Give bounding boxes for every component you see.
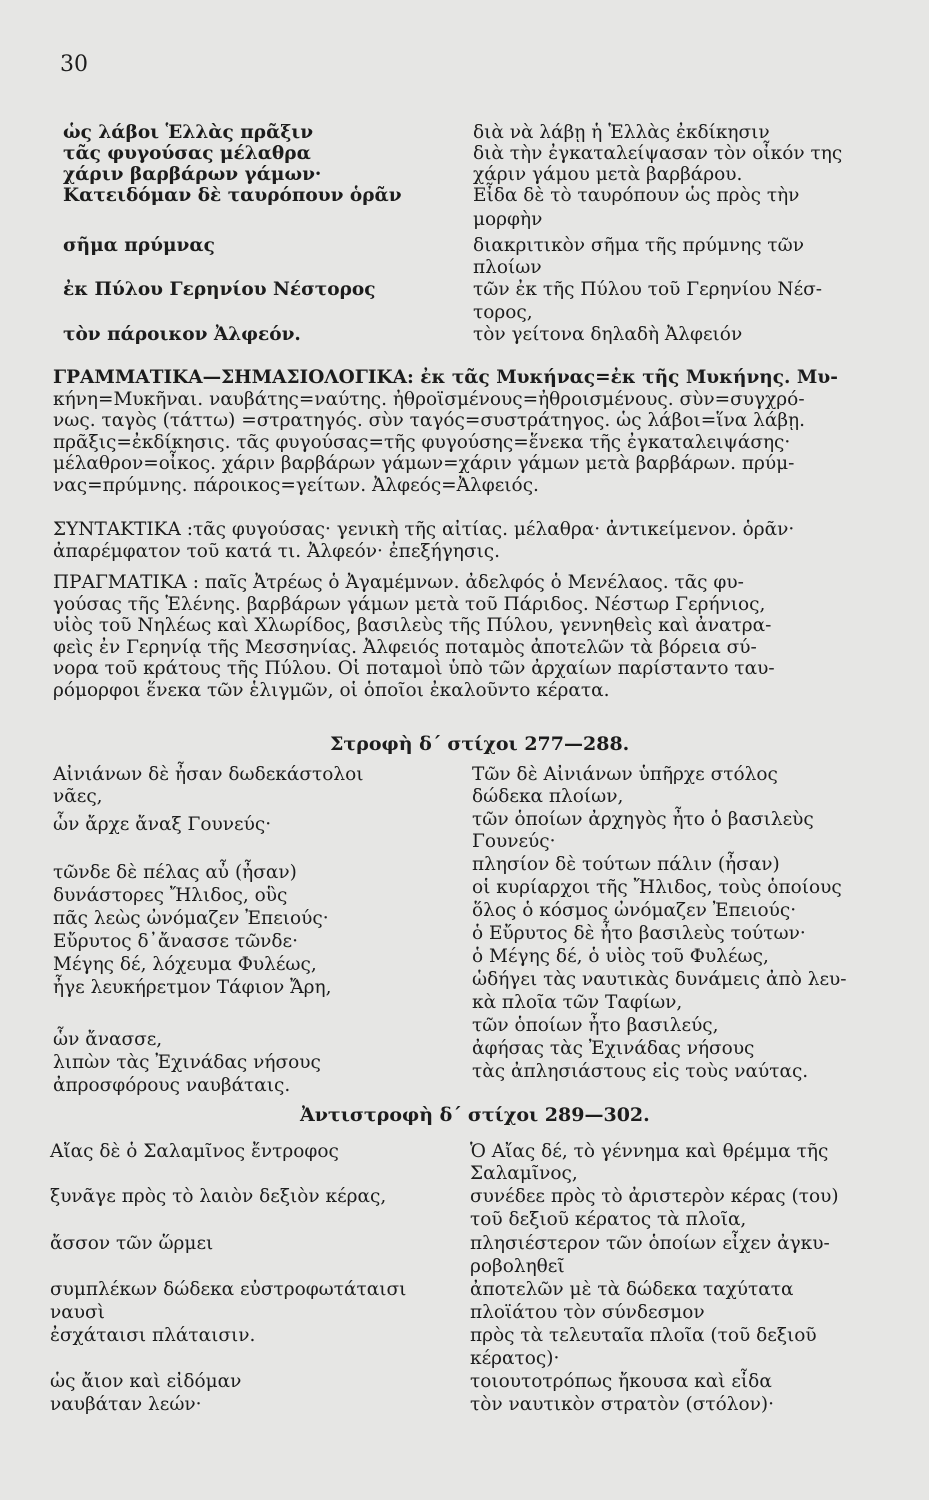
verse-line: διὰ τὴν ἐγκαταλείψασαν τὸν οἶκόν της bbox=[473, 143, 843, 164]
verse-line: χάριν γάμου μετὰ βαρβάρου. bbox=[473, 164, 743, 185]
verse-line: δυνάστορες Ἤλιδος, οὓς bbox=[53, 885, 288, 906]
verse-line: Τῶν δὲ Αἰνιάνων ὑπῆρχε στόλος bbox=[472, 764, 778, 785]
verse-line: Εἶδα δὲ τὸ ταυρόπουν ὡς πρὸς τὴν bbox=[473, 185, 800, 206]
verse-line: οἱ κυρίαρχοι τῆς Ἤλιδος, τοὺς ὁποίους bbox=[472, 877, 842, 898]
verse-line: ὁ Εὔρυτος δὲ ἦτο βασιλεὺς τούτων· bbox=[472, 923, 806, 944]
verse-line: Ὁ Αἴας δέ, τὸ γέννημα καὶ θρέμμα τῆς bbox=[470, 1141, 829, 1162]
verse-line: ξυνᾶγε πρὸς τὸ λαιὸν δεξιὸν κέρας, bbox=[50, 1186, 387, 1207]
verse-line: τορος, bbox=[473, 302, 533, 323]
verse-line: πᾶς λεὼς ὠνόμαζεν Ἐπειούς· bbox=[53, 908, 329, 929]
note-line: ρόμορφοι ἕνεκα τῶν ἑλιγμῶν, οἱ ὁποῖοι ἐκαλοῦντο κέρατα. bbox=[53, 679, 610, 701]
verse-line: Σαλαμῖνος, bbox=[470, 1163, 578, 1184]
verse-line: ἦγε λευκήρετμον Τάφιον Ἄρη, bbox=[53, 977, 332, 998]
verse-line: πρὸς τὰ τελευταῖα πλοῖα (τοῦ δεξιοῦ bbox=[470, 1325, 817, 1346]
verse-line: ροβοληθεῖ bbox=[470, 1256, 565, 1277]
verse-line: διὰ νὰ λάβῃ ἡ Ἑλλὰς ἐκδίκησιν bbox=[473, 122, 770, 143]
verse-line: τῶν ὁποίων ἀρχηγὸς ἦτο ὁ βασιλεὺς bbox=[472, 809, 814, 830]
verse-line: Κατειδόμαν δὲ ταυρόπουν ὁρᾶν bbox=[63, 185, 402, 206]
verse-line: ὡς ἄιον καὶ εἰδόμαν bbox=[50, 1371, 242, 1392]
page-number: 30 bbox=[60, 52, 88, 77]
verse-line: κὰ πλοῖα τῶν Ταφίων, bbox=[472, 992, 683, 1013]
note-line: νορα τοῦ κράτους τῆς Πύλου. Οἱ ποταμοὶ ὑπὸ τῶν ἀρχαίων παρίσταντο ταυ- bbox=[53, 658, 775, 679]
verse-line: τοῦ δεξιοῦ κέρατος τὰ πλοῖα, bbox=[470, 1209, 747, 1230]
note-line: υἱὸς τοῦ Νηλέως καὶ Χλωρίδος, βασιλεὺς τῆς Πύλου, γεννηθεὶς καὶ ἀνατρα- bbox=[53, 615, 772, 636]
note-line: ΓΡΑΜΜΑΤΙΚΑ—ΣΗΜΑΣΙΟΛΟΓΙΚΑ: ἐκ τᾶς Μυκήνας=ἐκ τῆς Μυκήνης. Μυ- bbox=[53, 367, 838, 388]
verse-line: τῶν ὁποίων ἦτο βασιλεύς, bbox=[472, 1015, 719, 1036]
note-line: κήνη=Μυκῆναι. ναυβάτης=ναύτης. ἠθροϊσμένους=ἠθροισμένους. σὺν=συγχρό- bbox=[53, 388, 805, 410]
verse-line: Αἴας δὲ ὁ Σαλαμῖνος ἔντροφος bbox=[50, 1141, 339, 1162]
verse-line: ναυβάταν λεών· bbox=[50, 1394, 202, 1415]
verse-line: νᾶες, bbox=[53, 786, 103, 807]
antistrophe-caption bbox=[300, 1104, 650, 1126]
note-line: ΣΥΝΤΑΚΤΙΚΑ :τᾶς φυγούσας· γενικὴ τῆς αἰτίας. μέλαθρα· ἀντικείμενον. ὁρᾶν· bbox=[53, 519, 795, 540]
note-line: πρᾶξις=ἐκδίκησις. τᾶς φυγούσας=τῆς φυγούσης=ἕνεκα τῆς ἐγκαταλειψάσης· bbox=[53, 431, 791, 453]
verse-line: ὅλος ὁ κόσμος ὠνόμαζεν Ἐπειούς· bbox=[472, 900, 797, 921]
verse-line: ἄσσον τῶν ὥρμει bbox=[50, 1233, 214, 1254]
verse-line: σῆμα πρύμνας bbox=[63, 235, 215, 256]
verse-line: πλησιέστερον τῶν ὁποίων εἶχεν ἀγκυ- bbox=[470, 1233, 830, 1254]
note-line: γούσας τῆς Ἑλένης. βαρβάρων γάμων μετὰ τοῦ Πάριδος. Νέστωρ Γερήνιος, bbox=[53, 593, 766, 615]
verse-line: τὸν πάροικον Ἀλφεόν. bbox=[63, 324, 301, 345]
verse-line: ὧν ἄρχε ἄναξ Γουνεύς· bbox=[53, 814, 272, 835]
verse-line: Μέγης δέ, λόχευμα Φυλέως, bbox=[53, 954, 317, 975]
verse-line: μορφὴν bbox=[473, 209, 543, 230]
verse-line: ναυσὶ bbox=[50, 1302, 105, 1323]
verse-line: τοιουτοτρόπως ἤκουσα καὶ εἶδα bbox=[470, 1371, 772, 1392]
verse-line: Εὔρυτος δ᾿ἄνασσε τῶνδε· bbox=[53, 931, 298, 952]
strophe-range: στίχοι 277—288. bbox=[447, 733, 630, 755]
verse-line: ὁ Μέγης δέ, ὁ υἱὸς τοῦ Φυλέως, bbox=[472, 946, 769, 967]
strophe-caption bbox=[330, 733, 629, 755]
verse-line: ὡς λάβοι Ἑλλὰς πρᾶξιν bbox=[63, 122, 314, 143]
note-line: νας=πρύμνης. πάροικος=γείτων. Ἀλφεός=Ἀλφειός. bbox=[53, 474, 539, 496]
verse-line: τὰς ἀπλησιάστους εἰς τοὺς ναύτας. bbox=[472, 1061, 809, 1082]
verse-line: συνέδεε πρὸς τὸ ἀριστερὸν κέρας (του) bbox=[470, 1186, 839, 1207]
note-line: μέλαθρον=οἶκος. χάριν βαρβάρων γάμων=χάριν γάμων μετὰ βαρβάρων. πρύμ- bbox=[53, 453, 795, 474]
antistrophe-label: Ἀντιστροφὴ δ΄ bbox=[300, 1104, 462, 1126]
notes-grammatika bbox=[53, 367, 901, 496]
verse-line: ἐσχάταισι πλάταισιν. bbox=[50, 1325, 256, 1346]
verse-line: Γουνεύς· bbox=[472, 831, 556, 852]
verse-line: ὧν ἄνασσε, bbox=[53, 1029, 163, 1050]
verse-line: ὡδήγει τὰς ναυτικὰς δυνάμεις ἀπὸ λευ- bbox=[472, 969, 847, 990]
strophe-label: Στροφὴ δ΄ bbox=[330, 733, 442, 755]
verse-line: τᾶς φυγούσας μέλαθρα bbox=[63, 143, 311, 164]
verse-line: ἀφήσας τὰς Ἐχινάδας νήσους bbox=[472, 1038, 755, 1059]
verse-line: τῶν ἐκ τῆς Πύλου τοῦ Γερηνίου Νέσ- bbox=[473, 279, 823, 300]
note-line: ἀπαρέμφατον τοῦ κατά τι. Ἀλφεόν· ἐπεξήγησις. bbox=[53, 540, 500, 562]
note-line: φεὶς ἐν Γερηνίᾳ τῆς Μεσσηνίας. Ἀλφειός ποταμὸς ἀποτελῶν τὰ βόρεια σύ- bbox=[53, 636, 757, 658]
verse-line: χάριν βαρβάρων γάμων· bbox=[63, 164, 322, 185]
verse-line: πλοϊάτου τὸν σύνδεσμον bbox=[470, 1302, 705, 1323]
verse-line: τὸν γείτονα δηλαδὴ Ἀλφειόν bbox=[473, 324, 743, 345]
note-line: νως. ταγὸς (τάττω) =στρατηγός. σὺν ταγός=συστράτηγος. ὡς λάβοι=ἵνα λάβῃ. bbox=[53, 410, 805, 431]
verse-line: διακριτικὸν σῆμα τῆς πρύμνης τῶν bbox=[473, 235, 805, 256]
verse-line: λιπὼν τὰς Ἐχινάδας νήσους bbox=[53, 1052, 321, 1073]
verse-line: συμπλέκων δώδεκα εὐστροφωτάταισι bbox=[50, 1279, 407, 1300]
verse-line: τῶνδε δὲ πέλας αὖ (ἦσαν) bbox=[53, 862, 297, 883]
note-line: ΠΡΑΓΜΑΤΙΚΑ : παῖς Ἀτρέως ὁ Ἀγαμέμνων. ἀδελφός ὁ Μενέλαος. τᾶς φυ- bbox=[53, 572, 744, 593]
verse-line: κέρατος)· bbox=[470, 1348, 560, 1369]
verse-line: πλοίων bbox=[473, 257, 542, 278]
verse-line: ἐκ Πύλου Γερηνίου Νέστορος bbox=[63, 279, 376, 300]
verse-line: δώδεκα πλοίων, bbox=[472, 786, 624, 807]
verse-line: τὸν ναυτικὸν στρατὸν (στόλον)· bbox=[470, 1394, 774, 1415]
verse-line: Αἰνιάνων δὲ ἦσαν δωδεκάστολοι bbox=[53, 764, 364, 785]
verse-line: ἀποτελῶν μὲ τὰ δώδεκα ταχύτατα bbox=[470, 1279, 794, 1300]
verse-line: ἀπροσφόρους ναυβάταις. bbox=[53, 1075, 291, 1096]
antistrophe-range: στίχοι 289—302. bbox=[467, 1104, 650, 1126]
verse-line: πλησίον δὲ τούτων πάλιν (ἦσαν) bbox=[472, 854, 780, 875]
notes-syntaktika bbox=[53, 519, 901, 562]
notes-pragmatika bbox=[53, 572, 901, 701]
